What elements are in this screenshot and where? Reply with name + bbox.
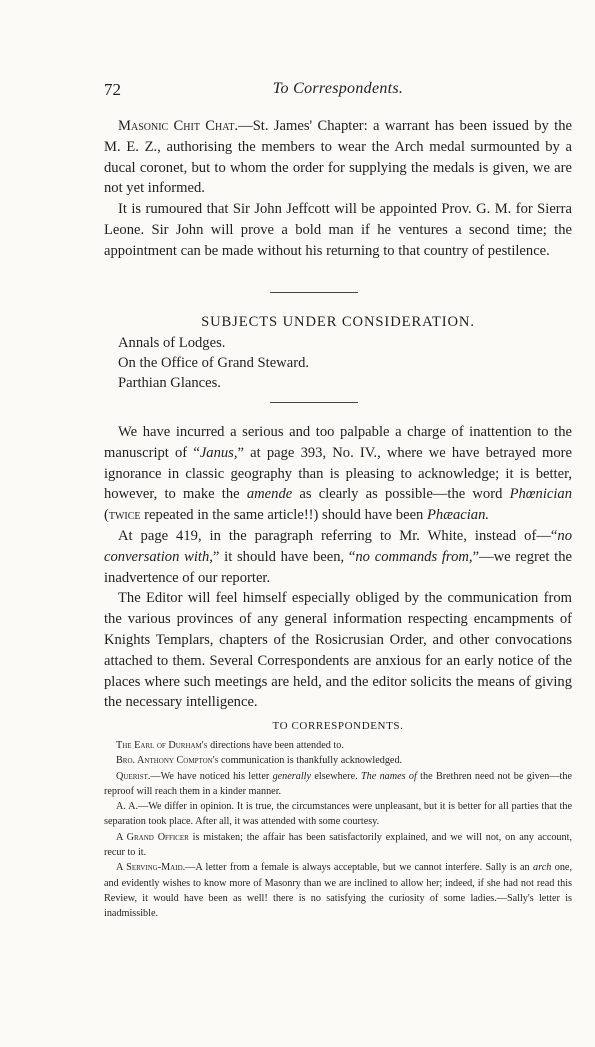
text-run: communication is thankfully acknowledged. [218,755,403,767]
subjects-title: SUBJECTS UNDER CONSIDERATION. [201,314,475,330]
running-title: To Correspondents. [272,80,404,97]
page-number: 72 [104,80,121,99]
text-run: elsewhere. [311,770,361,782]
chit-chat-section [104,116,572,262]
text-run: repeated in the same article!!) should have been [140,507,428,524]
italic-run: no conversation with, [104,527,572,565]
chit-chat-lead: Masonic Chit Chat. [118,118,239,134]
running-head [104,80,572,102]
editorial-section [104,422,572,713]
small-caps-run: twice [108,507,141,524]
notice-item [104,830,572,861]
italic-run: Phæacian. [427,507,490,524]
text-run: one, and evidently wishes to know more of Masonry than we are inclined to allow her; indeed, if she had not read this Review, it would have been as well! there is no satisfying the curiosity of some ladies.—Sally's letter is inadmissible. [104,862,572,920]
chit-chat-text-1: —St. James' Chapter: a warrant has been issued by the M. E. Z., authorising the members to wear the Arch medal surmounted by a ducal coronet, but to whom the order for supplying the medals is given, we are not yet informed. [104,118,572,197]
italic-run: The names of [360,770,417,782]
subjects-list [118,333,309,393]
notice-item: A. A.—We differ in opinion. It is true, the circumstances were unpleasant, but it is better for all parties that the separation took place. After all, it was attended with some courtesy. [104,801,572,828]
italic-run: Janus, [199,444,238,461]
chit-chat-paragraph-1 [104,116,572,199]
text-run: ” at page 393, No. IV., where we have betrayed more ignorance in classic geography than is pleasing to acknowledge; it is better, however, to make the [104,444,572,503]
editorial-paragraph-3: The Editor will feel himself especially obliged by the communication from the various provinces of any general information respecting encampments of Knights Templars, chapters of the Rosicrusian Order, and other convocations attached to them. Several Correspondents are anxious for an early notice of the places where such meetings are held, and the editor solicits the means of giving the necessary intelligence. [104,590,572,711]
italic-run: no commands from, [355,548,473,565]
text-run: ( [104,507,109,524]
text-run: ” it should have been, “ [212,548,356,565]
text-run: —We have noticed his letter [150,770,273,782]
text-run: as clearly as possible—the word [292,486,510,503]
text-run: is mistaken; the affair has been satisfactorily explained, and we will not, on any account, recur to it. [104,831,572,859]
chit-chat-paragraph-2: It is rumoured that Sir John Jeffcott will be appointed Prov. G. M. for Sierra Leone. Sir John will prove a bold man if he ventures a second time; the appointment can be made without his returning to that country of pestilence. [104,201,572,259]
editorial-paragraph-1 [104,422,572,526]
italic-run: amende [246,486,293,503]
notice-item [104,738,572,753]
notice-lead: A Serving-Maid. [116,862,186,874]
section-divider [270,292,358,293]
notice-item [104,753,572,768]
notice-item [104,860,572,921]
correspondents-notices [104,738,572,922]
text-run: —A letter from a female is always acceptable, but we cannot interfere. Sally is an [185,862,534,874]
subject-item: Annals of Lodges. [118,335,226,351]
italic-run: Phœnician [509,486,573,503]
editorial-paragraph-2 [104,526,572,588]
text-run: the Brethren need not be given—the reproof will reach them in a kinder manner. [104,770,573,797]
text-run: ”—we regret the inadvertence of our reporter. [104,548,572,586]
notice-lead: Querist. [116,770,151,782]
notice-item [104,769,572,800]
text-run: directions have been attended to. [207,740,344,751]
subject-item: On the Office of Grand Steward. [118,355,310,371]
subject-item: Parthian Glances. [118,375,221,391]
italic-run: arch [533,862,552,874]
notice-lead: A Grand Officer [116,831,189,843]
italic-run: generally [272,770,312,782]
correspondents-title: TO CORRESPONDENTS. [272,720,404,732]
notice-lead: The Earl of Durham's [116,740,208,751]
notice-lead: Bro. Anthony Compton's [116,755,219,767]
section-divider [270,402,358,403]
text-run: We have incurred a serious and too palpable a charge of inattention to the manuscript of “ [104,424,572,461]
text-run: At page 419, in the paragraph referring to Mr. White, instead of—“ [118,527,558,544]
